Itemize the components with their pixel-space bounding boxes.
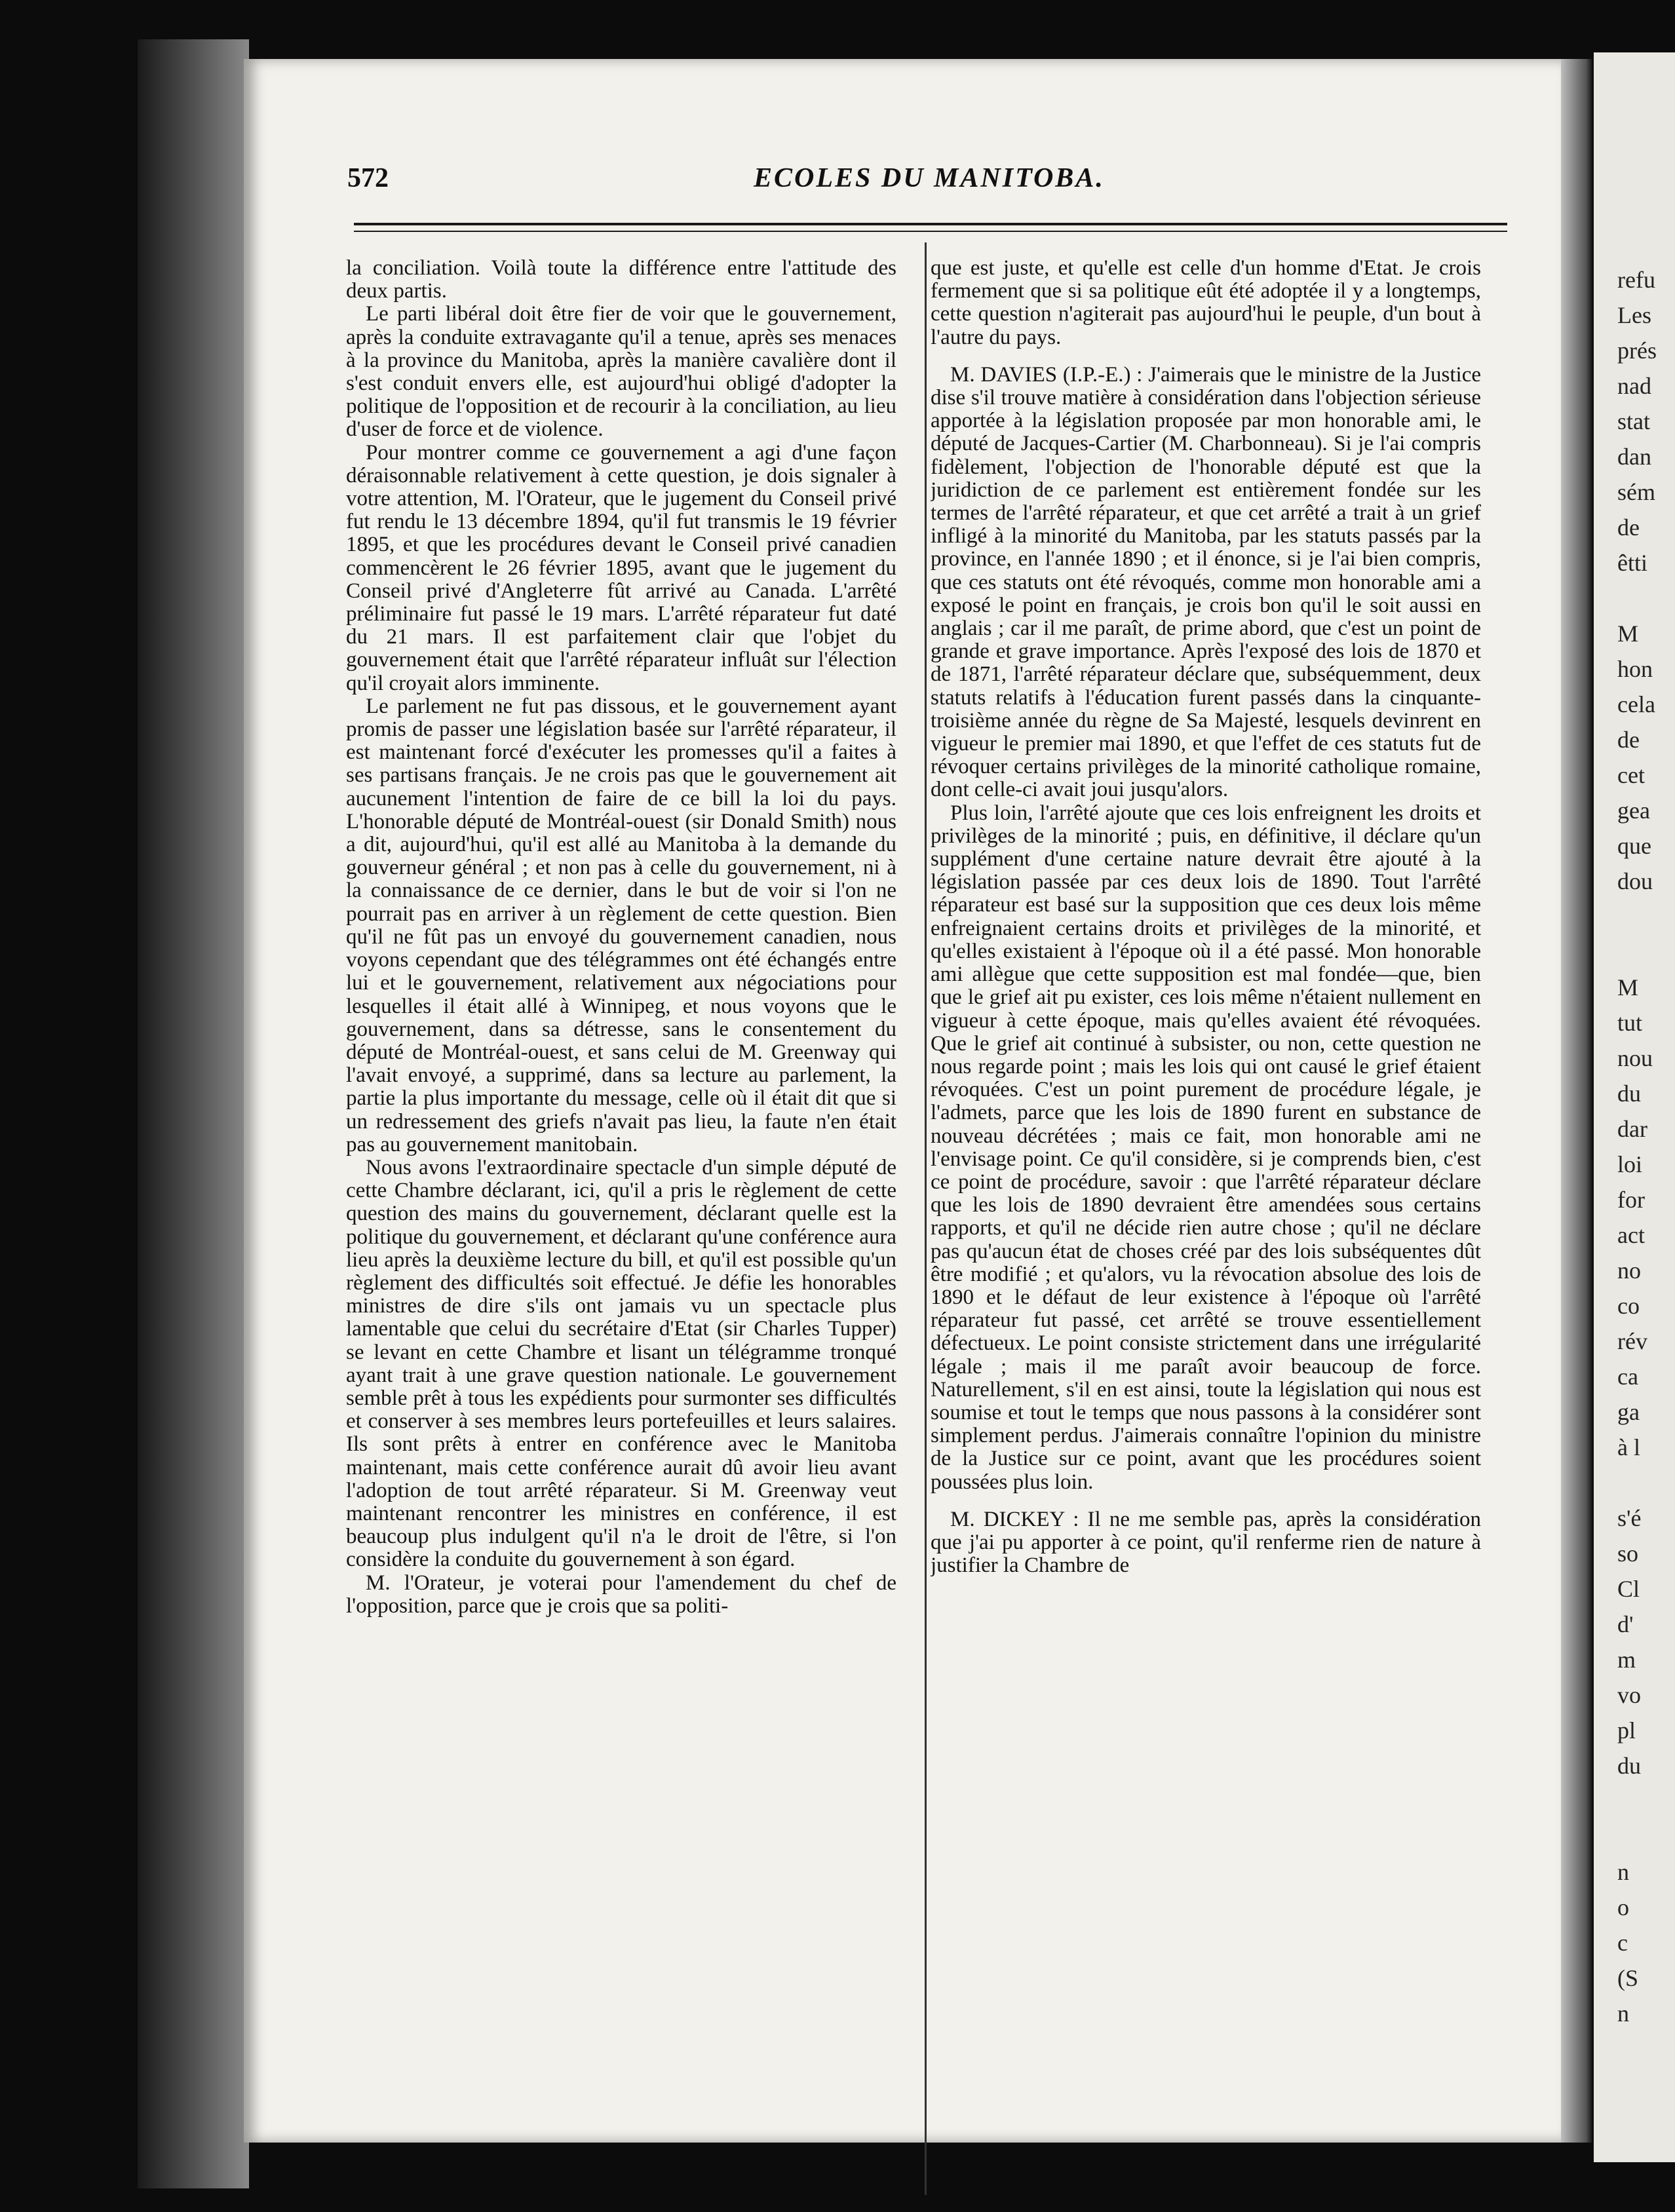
speech-dickey — [931, 1508, 1481, 1578]
fragment-line: de — [1617, 727, 1640, 753]
page-header — [347, 162, 1501, 208]
fragment-line: co — [1617, 1293, 1640, 1319]
fragment-line: stat — [1617, 408, 1650, 434]
fragment-line — [1594, 899, 1675, 934]
fragment-line: o — [1617, 1894, 1629, 1920]
fragment-line: Les — [1617, 302, 1651, 328]
left-column — [346, 257, 896, 2177]
fragment-line: s'é — [1617, 1505, 1642, 1531]
page-number: 572 — [347, 163, 389, 193]
fragment-line — [1594, 1465, 1675, 1500]
fragment-line: c — [1617, 1930, 1628, 1956]
paragraph: que est juste, et qu'elle est celle d'un homme d'Etat. Je crois fermement que si sa politique eût été adoptée il y a longtemps, cette question n'agiterait pas aujourd'hui le peuple, d'un bout à l'autre du pays. — [931, 257, 1481, 349]
fragment-line: vo — [1617, 1682, 1641, 1708]
fragment-line — [1594, 1783, 1675, 1819]
fragment-line: êtti — [1617, 550, 1647, 576]
fragment-line — [1594, 1819, 1675, 1854]
right-column — [931, 257, 1481, 2177]
fragment-line: dou — [1617, 868, 1653, 894]
fragment-line: act — [1617, 1222, 1645, 1248]
header-rule-bottom — [354, 231, 1507, 232]
paragraph: Pour montrer comme ce gouvernement a agi d'une façon déraisonnable relativement à cette question, je dois signaler à votre attention, M. l'Orateur, que le jugement du Conseil privé fut rendu le 13 décembre 1894, qu'il fut transmis le 19 février 1895, et que les procédures devant le Conseil privé canadien commencèrent le 26 février 1895, avant que le jugement du Conseil privé d'Angleterre fût arrivé au Canada. L'arrêté préliminaire fut passé le 19 mars. L'arrêté réparateur fut daté du 21 mars. Il est parfaitement clair que l'objet du gouvernement était que l'arrêté réparateur influât sur l'élection qu'il croyait alors imminente. — [346, 440, 896, 695]
fragment-line: ga — [1617, 1399, 1640, 1425]
fragment-line: M — [1617, 974, 1639, 1001]
fragment-line: tut — [1617, 1010, 1643, 1036]
header-rule-top — [354, 223, 1507, 225]
fragment-line: cet — [1617, 762, 1645, 788]
page-gutter — [1561, 59, 1592, 2143]
fragment-line: for — [1617, 1187, 1645, 1213]
fragment-line: sém — [1617, 479, 1655, 505]
fragment-line: loi — [1617, 1151, 1643, 1177]
fragment-line: refu — [1617, 267, 1655, 293]
paragraph: M. l'Orateur, je voterai pour l'amendement du chef de l'opposition, parce que je crois que sa politi- — [346, 1571, 896, 1618]
fragment-line: rév — [1617, 1328, 1647, 1354]
speech-davies — [931, 364, 1481, 802]
adjacent-page-fragment — [1594, 52, 1675, 2162]
fragment-line: nad — [1617, 373, 1651, 399]
fragment-line — [1594, 581, 1675, 616]
paragraph: Plus loin, l'arrêté ajoute que ces lois enfreignent les droits et privilèges de la minorité ; puis, en définitive, il déclare qu'un supplément d'une certaine nature devrait être ajouté à la législation passée par ces deux lois de 1890. Tout l'arrêté réparateur est basé sur la supposition que ces deux lois même enfreignaient certains droits et privilèges de la minorité, et qu'elles existaient à l'époque où il a été passé. Mon honorable ami allègue que cette supposition est mal fondée—que, bien que le grief ait pu exister, ces lois même n'étaient nullement en vigueur à cette époque, mais qu'elles avaient été révoquées. Que le grief ait continué à subsister, ou non, cette question ne nous regarde point ; mais les lois qui ont causé le grief étaient révoquées. C'est un point purement de procédure légale, je l'admets, parce que les lois de 1890 furent en substance de nouveau décrétées ; mais ce fait, mon honorable ami ne l'envisage point. Ce qu'il considère, si je comprends bien, c'est ce point de procédure, savoir : que l'arrêté réparateur déclare que les lois de 1890 devraient être amendées sous certains rapports, et qu'il ne décide rien autre chose ; qu'il ne déclare pas qu'aucun état de choses créé par des lois subséquentes dût être modifié ; et qu'alors, vu la révocation absolue des lois de 1890 et le défaut de leur existence à l'époque où l'arrêté réparateur fut passé, cet arrêté se trouve essentiellement défectueux. Le point consiste strictement dans une irrégularité légale ; mais il me paraît avoir beaucoup de force. Naturellement, s'il en est ainsi, toute la législation qui nous est soumise et tout le temps que nous passons à la considérer sont simplement perdus. J'aimerais connaître l'opinion du ministre de la Justice sur ce point, avant que les procédures soient poussées plus loin. — [931, 801, 1481, 1494]
speech-text: Il ne me semble pas, après la considération que j'ai pu apporter à ce point, qu'il renferme rien de nature à justifier la Chambre de — [931, 1507, 1481, 1578]
fragment-line: (S — [1617, 1965, 1639, 1991]
paragraph: Le parti libéral doit être fier de voir que le gouvernement, après la conduite extravagante qu'il a tenue, après ses menaces à la province du Manitoba, après la manière cavalière dont il s'est conduit envers elle, est aujourd'hui obligé d'adopter la politique de l'opposition et de recourir à la conciliation, au lieu d'user de force et de violence. — [346, 302, 896, 442]
fragment-line: so — [1617, 1540, 1639, 1567]
running-title: ECOLES DU MANITOBA. — [754, 163, 1105, 193]
fragment-line: à l — [1617, 1434, 1640, 1460]
fragment-line: d' — [1617, 1611, 1634, 1637]
speaker-name: M. DAVIES (I.P.-E.) : — [950, 362, 1143, 387]
fragment-line: Cl — [1617, 1576, 1640, 1602]
fragment-line — [1594, 934, 1675, 970]
paragraph: Nous avons l'extraordinaire spectacle d'un simple député de cette Chambre déclarant, ici, qu'il a pris le règlement de cette question des mains du gouvernement, déclarant quelle est la politique du gouvernement, et déclarant qu'une conférence aura lieu après la deuxième lecture du bill, et qu'il est possible qu'un règlement des difficultés soit effectué. Je défie les honorables ministres de dire s'ils ont jamais vu un spectacle plus lamentable que celui du secrétaire d'Etat (sir Charles Tupper) se levant en cette Chambre et lisant un télégramme tronqué ayant trait à une grave question nationale. Le gouvernement semble prêt à tous les expédients pour surmonter ses difficultés et conserver à ses membres leurs portefeuilles et leurs salaires. Ils sont prêts à entrer en conférence avec le Manitoba maintenant, mais cette conférence aurait dû avoir lieu avant l'adoption de tout arrêté réparateur. Si M. Greenway veut maintenant rencontrer les ministres en conférence, il est beaucoup plus indulgent qu'il n'a le droit de l'être, si l'on considère la conduite du gouvernement à son égard. — [346, 1155, 896, 1572]
fragment-line: nou — [1617, 1045, 1653, 1071]
paragraph: Le parlement ne fut pas dissous, et le gouvernement ayant promis de passer une législation basée sur l'arrêté réparateur, il est maintenant forcé d'exécuter les promesses qu'il a faites à ses partisans français. Je ne crois pas que le gouvernement ait aucunement l'intention de faire de ce bill la loi du pays. L'honorable député de Montréal-ouest (sir Donald Smith) nous a dit, aujourd'hui, qu'il est allé au Manitoba à la demande du gouverneur général ; et non pas à celle du gouvernement, ni à la connaissance de ce dernier, dans le but de voir si l'on ne pourrait pas en arriver à un règlement de cette question. Bien qu'il ne fût pas un envoyé du gouvernement canadien, nous voyons cependant que des télégrammes ont été échangés entre lui et le gouvernement, relativement aux négociations pour lesquelles il était allé à Winnipeg, et nous voyons que le gouvernement, dans sa détresse, sans le consentement du député de Montréal-ouest, et sans celui de M. Greenway qui l'avait envoyé, a supprimé, dans sa lecture au parlement, la partie la plus importante du message, celle où il était dit que si un redressement des griefs n'avait pas lieu, la faute n'en était pas au gouvernement manitobain. — [346, 694, 896, 1156]
speaker-name: M. DICKEY : — [950, 1507, 1079, 1531]
paragraph: la conciliation. Voilà toute la différence entre l'attitude des deux partis. — [346, 257, 896, 303]
fragment-line: ca — [1617, 1363, 1638, 1390]
column-divider — [925, 242, 927, 2195]
fragment-line: dan — [1617, 444, 1651, 470]
book-spine-shadow — [138, 39, 249, 2188]
fragment-line: gea — [1617, 797, 1650, 824]
fragment-line: n — [1617, 1859, 1629, 1885]
fragment-line: hon — [1617, 656, 1653, 682]
fragment-line: M — [1617, 620, 1639, 647]
speech-text: J'aimerais que le ministre de la Justice dise s'il trouve matière à considération dans l'objection sérieuse apportée à la législation proposée par mon honorable ami, le député de Jacques-Cartier (M. Charbonneau). Si je l'ai compris fidèlement, l'objection de l'honorable député est que la juridiction de ce parlement est entièrement fondée sur les termes de l'arrêté réparateur, et que cet arrêté a trait à un grief infligé à la minorité du Manitoba, par les statuts passés par la province, en l'année 1890 ; et il énonce, si je l'ai bien compris, que ces statuts ont été révoqués, comme mon honorable ami a exposé le point en français, je crois bon qu'il le soit aussi en anglais ; car il me paraît, de prime abord, que c'est un point de grande et grave importance. Après l'exposé des lois de 1870 et de 1871, l'arrêté réparateur déclare que, subséquemment, deux statuts relatifs à l'éducation furent passés dans la cinquante-troisième année du règne de Sa Majesté, lesquels devinrent en vigueur le premier mai 1890, et que l'effet de ces statuts fut de révoquer certains privilèges de la minorité catholique romaine, dont celle-ci avait joui jusqu'alors. — [931, 362, 1481, 802]
fragment-line: m — [1617, 1647, 1636, 1673]
fragment-line: no — [1617, 1257, 1641, 1284]
fragment-line: pl — [1617, 1717, 1636, 1744]
fragment-line: n — [1617, 2000, 1629, 2027]
fragment-line: prés — [1617, 337, 1657, 364]
fragment-line: dar — [1617, 1116, 1647, 1142]
fragment-line: de — [1617, 514, 1640, 541]
fragment-line: du — [1617, 1753, 1641, 1779]
fragment-line: du — [1617, 1080, 1641, 1107]
fragment-line: cela — [1617, 691, 1655, 717]
fragment-line: que — [1617, 833, 1651, 859]
